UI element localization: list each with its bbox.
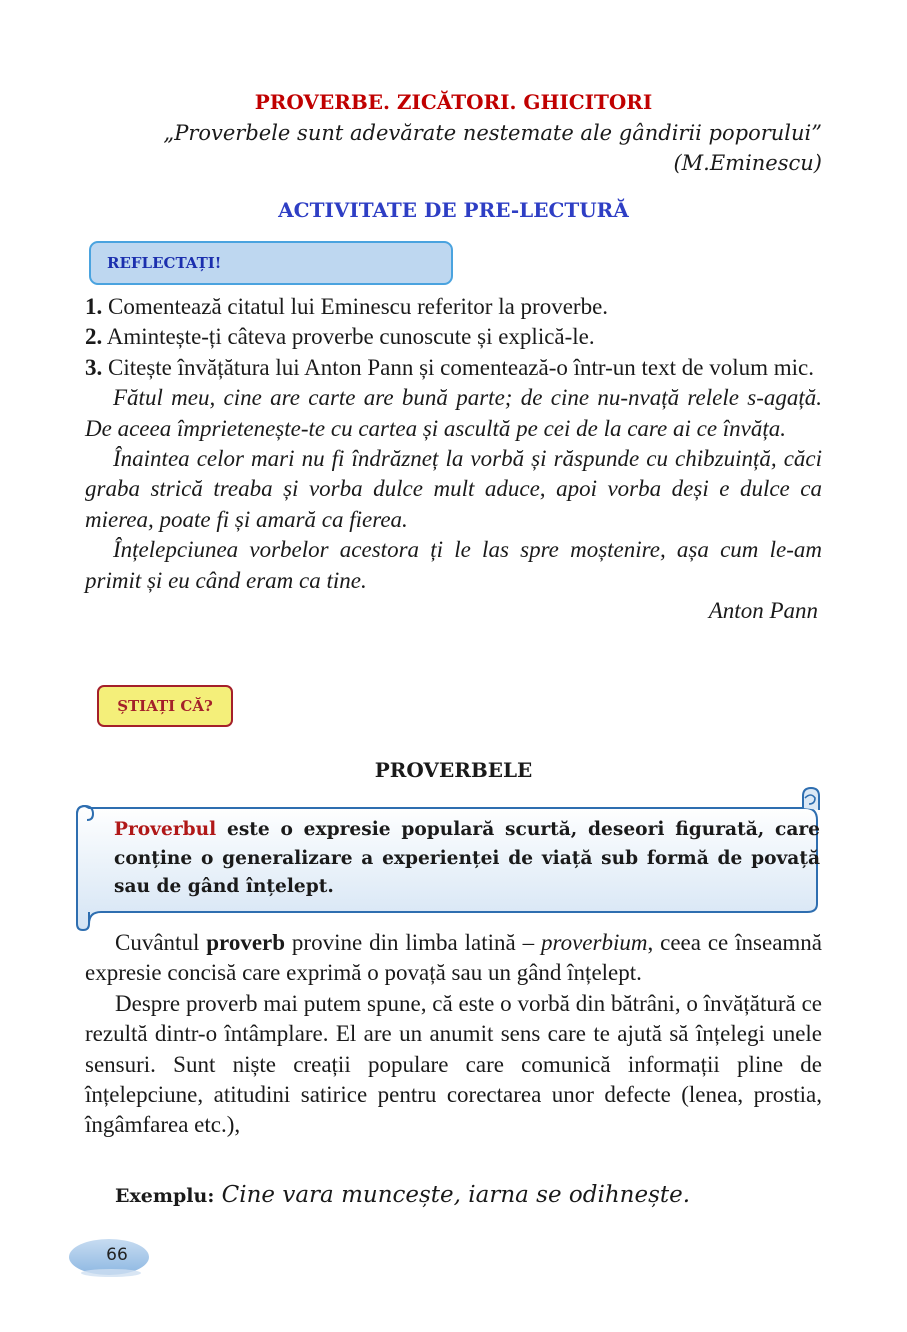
- motto-quote: „Proverbele sunt adevărate nestemate ale gândirii poporului”: [163, 121, 822, 145]
- question-1: 1. Comentează citatul lui Eminescu referitor la proverbe.: [85, 294, 609, 319]
- lesson-title: PROVERBE. ZICĂTORI. GHICITORI: [254, 90, 653, 114]
- section-title: PROVERBELE: [374, 758, 533, 782]
- paragraph-etymology: Cuvântul proverb provine din limba latină – proverbium, ceea ce înseamnă expresie concisă care exprimă o povață sau un gând înțelept.: [85, 930, 822, 986]
- example-line: [115, 1182, 815, 1208]
- example-text: Cine vara muncește, iarna se odihnește.: [214, 1182, 691, 1208]
- activity-title: ACTIVITATE DE PRE-LECTURĂ: [278, 198, 629, 222]
- body-paragraphs: [85, 928, 822, 1141]
- quote-paragraph: Înaintea celor mari nu fi îndrăzneț la vorbă și răspunde cu chibzuință, căci graba strică treaba și vorba dulce mult aduce, apoi vorba deși e dulce ca mierea, poate fi și amară ca fierea.: [85, 446, 822, 532]
- quote-paragraph: Fătul meu, cine are carte are bună parte; de cine nu-nvață relele s-agață. De aceea împrietenește-te cu cartea și ascultă pe cei de la care ai ce învăța.: [85, 385, 822, 441]
- definition-text: este o expresie populară scurtă, deseori figurată, care conține o generalizare a experienței de viață sub formă de povață sau de gând înțelept.: [114, 819, 820, 897]
- did-you-know-label: ȘTIAȚI CĂ?: [117, 697, 213, 715]
- reflect-label: REFLECTAȚI!: [107, 254, 222, 272]
- page-number: 66: [106, 1245, 128, 1265]
- reflect-box: [89, 241, 453, 285]
- question-3: 3. Citește învățătura lui Anton Pann și comentează-o într-un text de volum mic.: [85, 354, 814, 380]
- quote-paragraph: Înțelepciunea vorbelor acestora ți le las spre moștenire, așa cum le-am primit și eu când eram ca tine.: [85, 537, 822, 593]
- question-2: 2. Amintește-ți câteva proverbe cunoscute și explică-le.: [85, 324, 595, 350]
- paragraph-description: Despre proverb mai putem spune, că este o vorbă din bătrâni, o învățătură ce rezultă dintr-o întâmplare. El are un anumit sens care te ajută să înțelegi unele sensuri. Sunt niște creații populare care comunică informații pline de înțelepciune, atitudini satirice pentru corectarea unor defecte (lenea, prostia, îngâmfarea etc.),: [85, 990, 822, 1138]
- did-you-know-box: [97, 685, 233, 727]
- proverb-definition: [114, 816, 820, 902]
- motto-author: (M.Eminescu): [673, 151, 822, 175]
- quote-author: Anton Pann: [708, 598, 818, 624]
- questions-and-quote: [85, 292, 822, 626]
- definition-keyword: Proverbul: [114, 819, 217, 840]
- motto-block: [85, 118, 822, 178]
- example-label: Exemplu:: [115, 1185, 215, 1207]
- anton-pann-quote: [85, 383, 822, 626]
